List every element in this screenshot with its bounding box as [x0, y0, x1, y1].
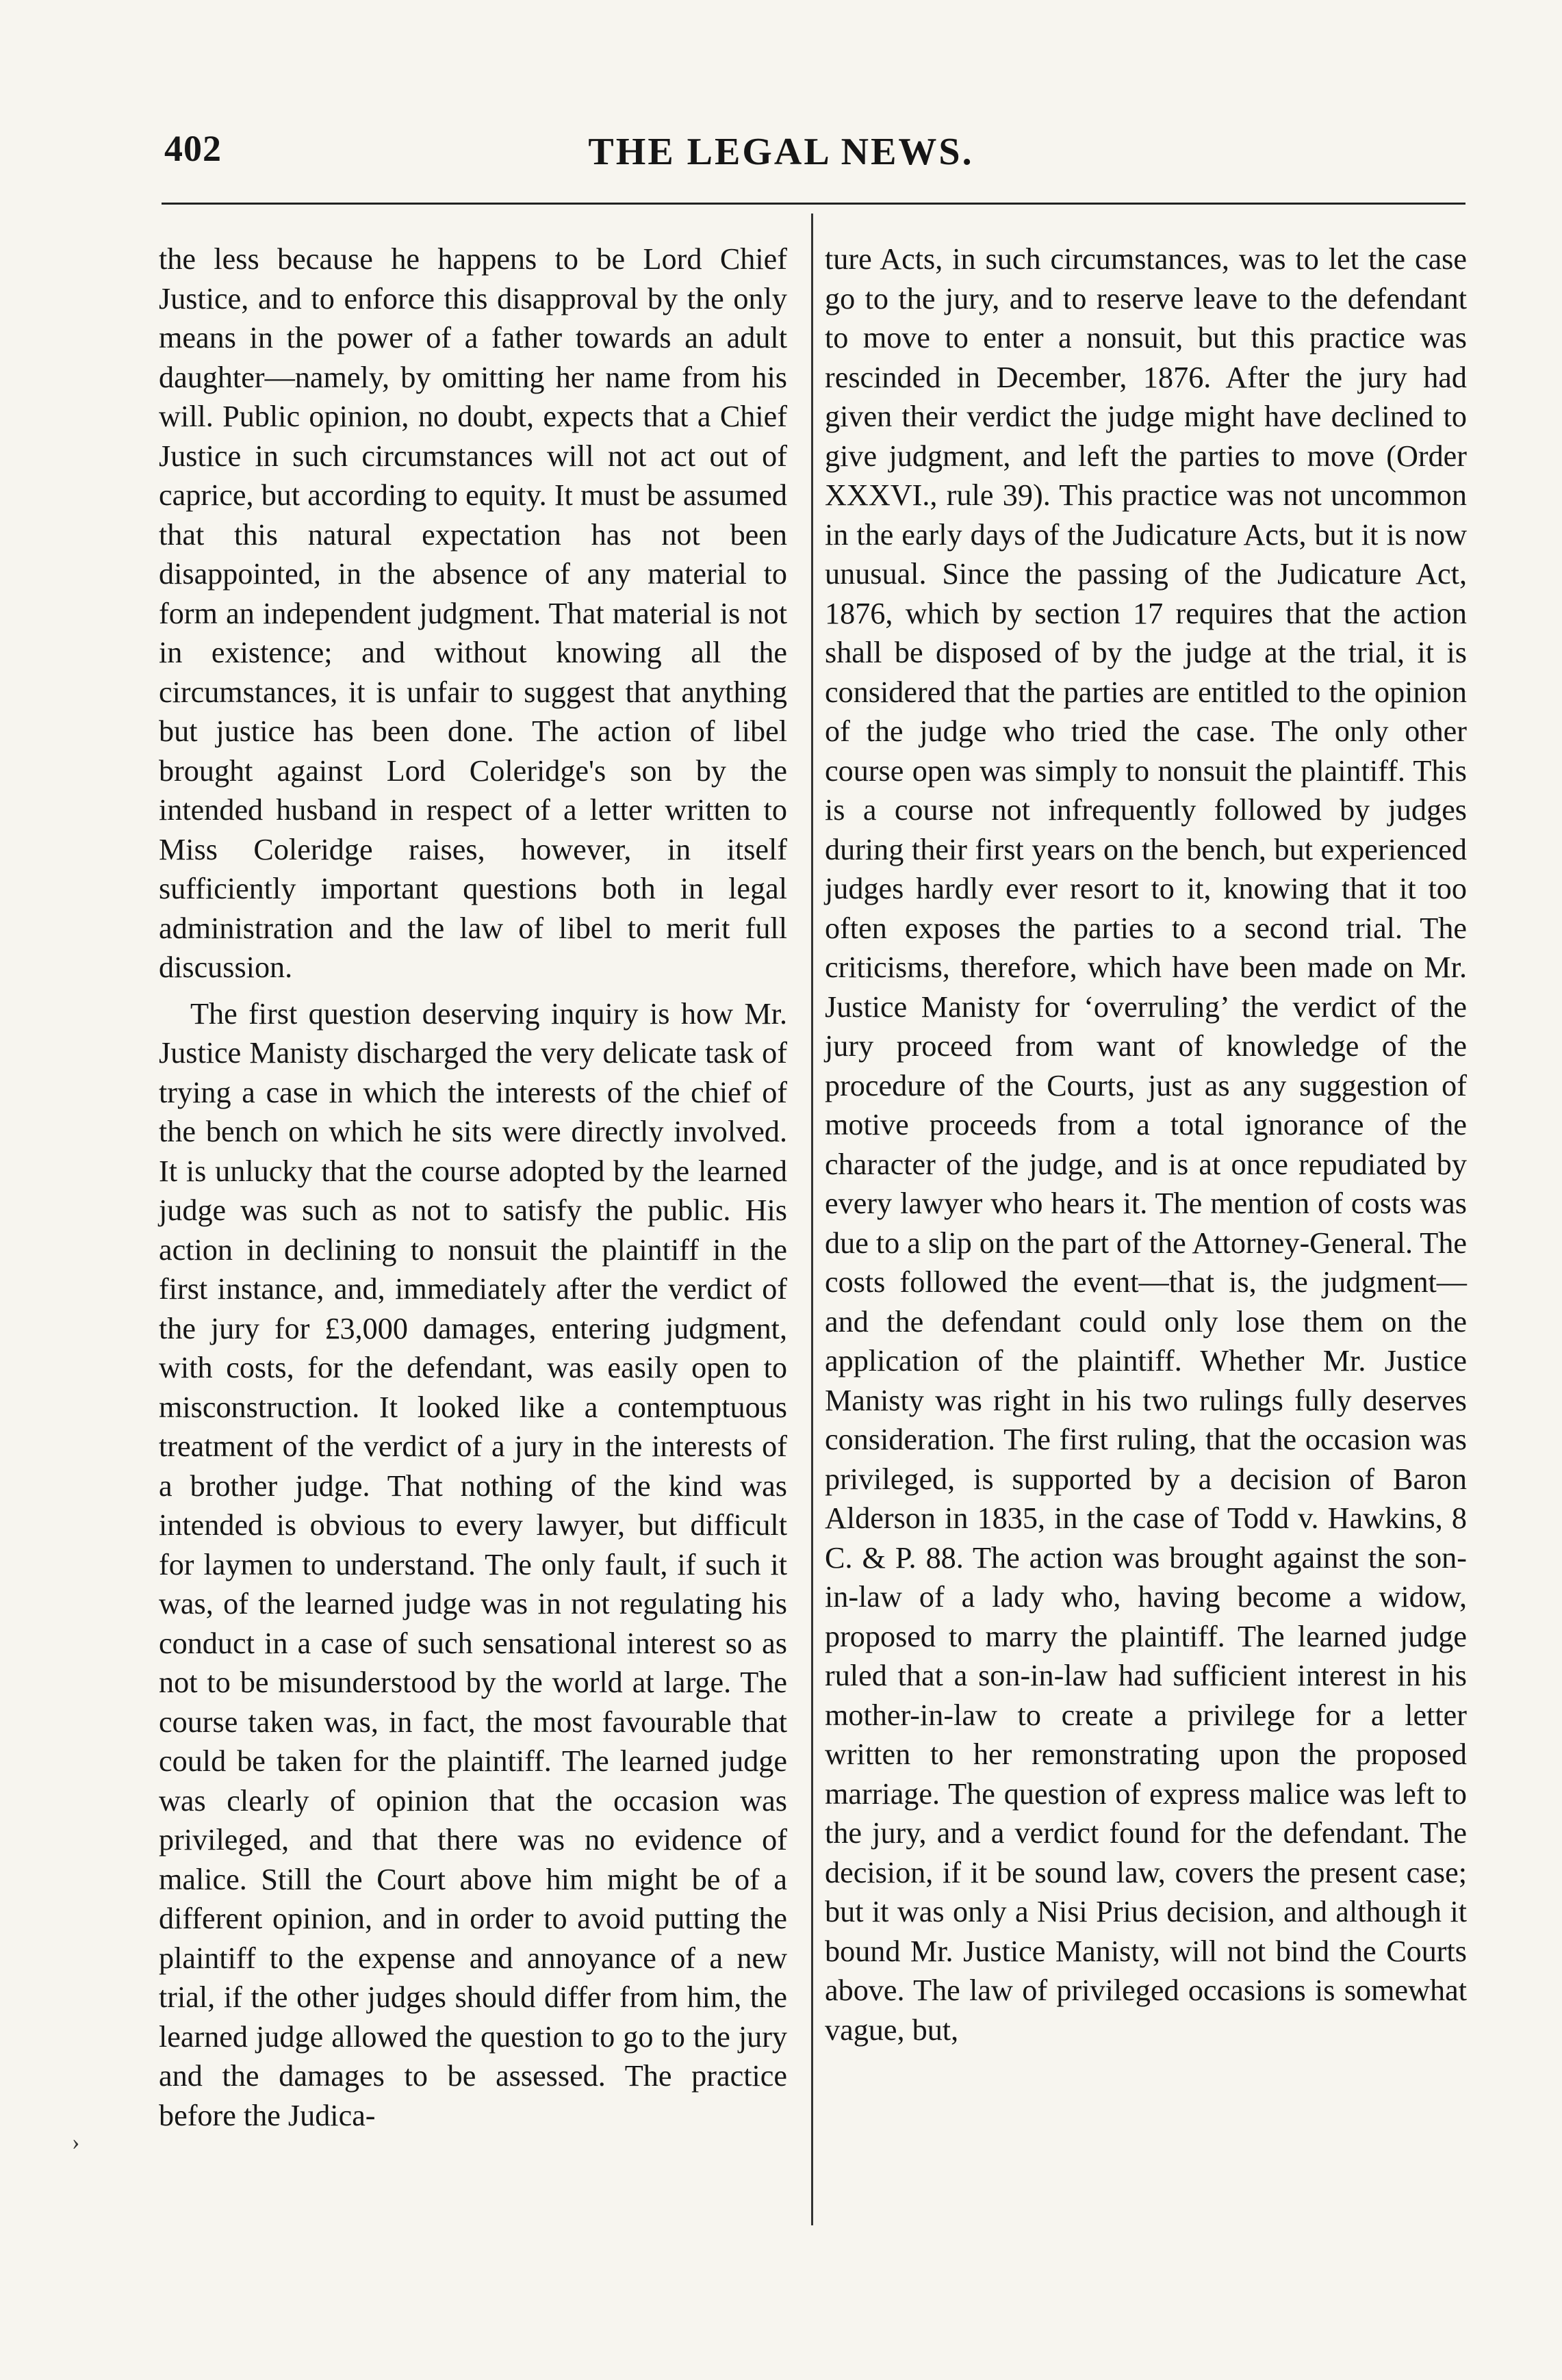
paragraph: the less because he happens to be Lord Chief Justice, and to enforce this disapproval by the only means in the power of a father towards an adult daughter—namely, by omitting her name from his will. Public opinion, no doubt, expects that a Chief Justice in such circumstances will not act out of caprice, but according to equity. It must be assumed that this natural expectation has not been disappointed, in the absence of any material to form an independent judgment. That material is not in existence; and without knowing all the circumstances, it is unfair to suggest that anything but justice has been done. The action of libel brought against Lord Coleridge's son by the intended husband in respect of a letter written to Miss Coleridge raises, however, in itself sufficiently important questions both in legal administration and the law of libel to merit full discussion. — [159, 242, 787, 984]
header-rule — [162, 203, 1465, 205]
running-title: THE LEGAL NEWS. — [588, 131, 974, 173]
right-column — [825, 240, 1467, 2049]
column-divider — [811, 214, 813, 2225]
paragraph: The first question deserving inquiry is how Mr. Justice Manisty discharged the very delicate task of trying a case in which the interests of the chief of the bench on which he sits were directly involved. It is unlucky that the course adopted by the learned judge was such as not to satisfy the public. His action in declining to nonsuit the plaintiff in the first instance, and, immediately after the verdict of the jury for £3,000 damages, entering judgment, with costs, for the defendant, was easily open to misconstruction. It looked like a contemptuous treatment of the verdict of a jury in the interests of a brother judge. That nothing of the kind was intended is obvious to every lawyer, but difficult for laymen to understand. The only fault, if such it was, of the learned judge was in not regulating his conduct in a case of such sensational interest so as not to be misunderstood by the world at large. The course taken was, in fact, the most favourable that could be taken for the plaintiff. The learned judge was clearly of opinion that the occasion was privileged, and that there was no evidence of malice. Still the Court above him might be of a different opinion, and in order to avoid putting the plaintiff to the expense and annoyance of a new trial, if the other judges should differ from him, the learned judge allowed the question to go to the jury and the damages to be assessed. The practice before the Judica- — [159, 996, 787, 2132]
margin-mark: › — [72, 2130, 80, 2155]
page-number: 402 — [164, 128, 222, 169]
paragraph: ture Acts, in such circumstances, was to let the case go to the jury, and to reserve leave to the defendant to move to enter a nonsuit, but this practice was rescinded in December, 1876. After the jury had given their verdict the judge might have declined to give judgment, and left the parties to move (Order XXXVI., rule 39). This practice was not uncommon in the early days of the Judicature Acts, but it is now unusual. Since the passing of the Judicature Act, 1876, which by section 17 requires that the action shall be disposed of by the judge at the trial, it is considered that the parties are entitled to the opinion of the judge who tried the case. The only other course open was simply to nonsuit the plaintiff. This is a course not infrequently followed by judges during their first years on the bench, but experienced judges hardly ever resort to it, knowing that it too often exposes the parties to a second trial. The criticisms, therefore, which have been made on Mr. Justice Manisty for ‘overruling’ the verdict of the jury proceed from want of knowledge of the procedure of the Courts, just as any suggestion of motive proceeds from a total ignorance of the character of the judge, and is at once repudiated by every lawyer who hears it. The mention of costs was due to a slip on the part of the Attorney-General. The costs followed the event—that is, the judgment—and the defendant could only lose them on the application of the plaintiff. Whether Mr. Justice Manisty was right in his two rulings fully deserves consideration. The first ruling, that the occasion was privileged, is supported by a decision of Baron Alderson in 1835, in the case of Todd v. Hawkins, 8 C. & P. 88. The action was brought against the son-in-law of a lady who, having become a widow, proposed to marry the plaintiff. The learned judge ruled that a son-in-law had sufficient interest in his mother-in-law to create a privilege for a letter written to her remonstrating upon the proposed marriage. The question of express malice was left to the jury, and a verdict found for the defendant. The decision, if it be sound law, covers the present case; but it was only a Nisi Prius decision, and although it bound Mr. Justice Manisty, will not bind the Courts above. The law of privileged occasions is somewhat vague, but, — [825, 242, 1467, 2047]
left-column — [159, 240, 787, 2135]
